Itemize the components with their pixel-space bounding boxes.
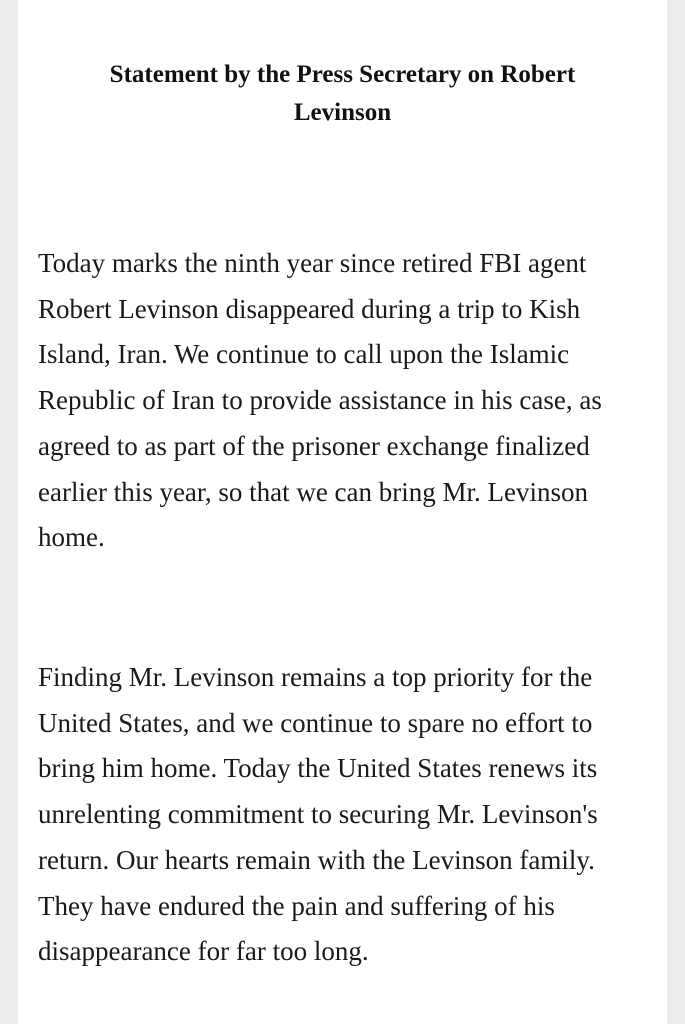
paragraph-line: They have endured the pain and suffering of his [38, 890, 555, 921]
paragraph-line: earlier this year, so that we can bring Mr. Levinson [38, 476, 589, 507]
title-line: Statement by the Press Secretary on Robert [109, 61, 576, 88]
paragraph-line: Today marks the ninth year since retired FBI agent [38, 248, 587, 278]
statement-title [18, 56, 667, 132]
paragraph-line: Robert Levinson disappeared during a trip to Kish [38, 293, 581, 324]
document-page [18, 0, 667, 1024]
paragraph-line: United States, and we continue to spare no effort to [38, 707, 593, 738]
statement-paragraph-1 [38, 241, 663, 561]
paragraph-line: Finding Mr. Levinson remains a top priority for the [38, 662, 593, 692]
paragraph-line: return. Our hearts remain with the Levinson family. [38, 844, 595, 875]
paragraph-line: Republic of Iran to provide assistance in his case, as [38, 385, 602, 416]
statement-paragraph-2 [38, 655, 663, 975]
title-line: Levinson [293, 99, 392, 126]
paragraph-line: bring him home. Today the United States renews its [38, 753, 598, 784]
paragraph-line: agreed to as part of the prisoner exchange finalized [38, 430, 590, 461]
paragraph-line: disappearance for far too long. [38, 936, 369, 967]
paragraph-line: home. [38, 522, 105, 553]
paragraph-line: unrelenting commitment to securing Mr. Levinson's [38, 799, 598, 830]
paragraph-line: Island, Iran. We continue to call upon the Islamic [38, 339, 570, 370]
